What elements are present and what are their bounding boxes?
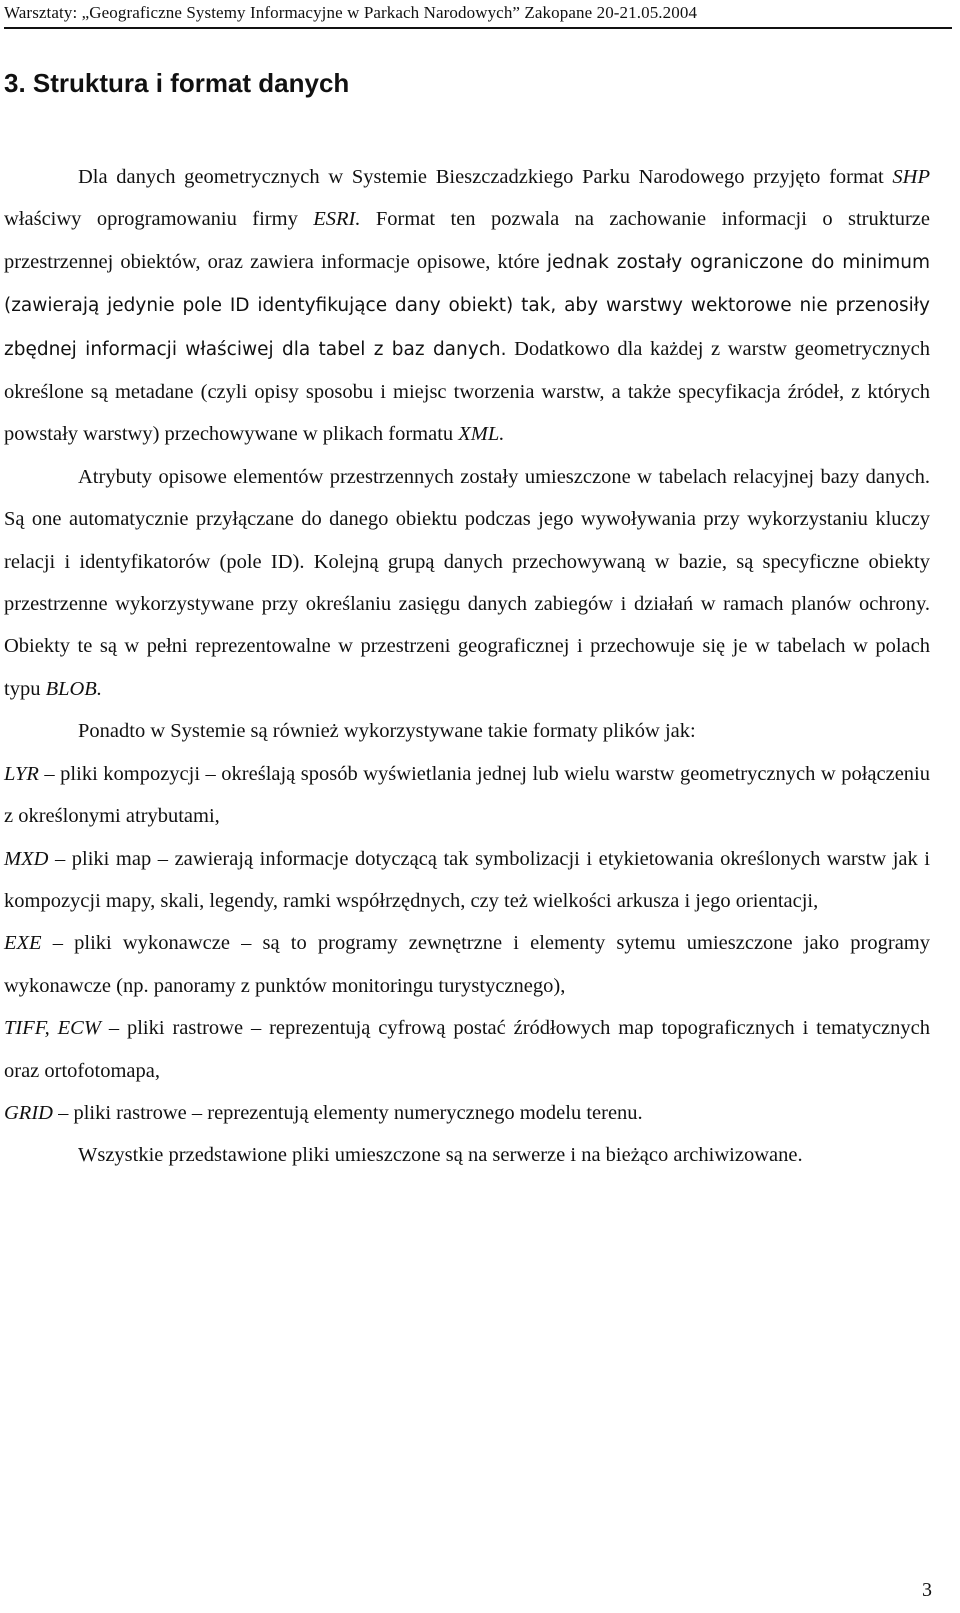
page-number: 3 <box>922 1579 932 1601</box>
format-name: GRID <box>4 1101 53 1124</box>
section-title: 3. Struktura i format danych <box>4 68 350 98</box>
format-item-mxd <box>4 838 930 923</box>
format-name: MXD <box>4 847 49 870</box>
text-run: Atrybuty opisowe elementów przestrzennych zostały umieszczone w tabelach relacyjnej bazy danych. Są one automatycznie przyłączane do danego obiektu podczas jego wywoływania przy wykorzystaniu kluczy relacji i identyfikatorów (pole ID). Kolejną grupą danych przechowywaną w bazie, są specyficzne obiekty przestrzenne wykorzystywane przy określaniu zasięgu danych zabiegów i działań w ramach planów ochrony. Obiekty te są w pełni reprezentowalne w przestrzeni geograficznej i przechowuje się je w tabelach w polach typu <box>4 465 930 700</box>
format-name: LYR <box>4 762 39 785</box>
text-run: Format ten pozwala na zachowanie informacji o strukturze przestrzennej obiektów, oraz zawiera informacje opisowe, które <box>4 208 930 273</box>
text-run: Dla danych geometrycznych w Systemie Bieszczadzkiego Parku Narodowego przyjęto format <box>78 166 893 188</box>
format-item-lyr <box>4 753 930 838</box>
document-body <box>4 156 930 1177</box>
paragraph-archiving: Wszystkie przedstawione pliki umieszczone są na serwerze i na bieżąco archiwizowane. <box>78 1144 803 1167</box>
format-shp: SHP <box>892 166 930 188</box>
running-header: Warsztaty: „Geograficzne Systemy Informacyjne w Parkach Narodowych” Zakopane 20-21.05.2004 <box>4 3 698 22</box>
paragraph-attributes <box>4 456 930 710</box>
format-item-tiff-ecw <box>4 1007 930 1092</box>
format-description: – pliki rastrowe – reprezentują elementy numerycznego modelu terenu. <box>52 1101 643 1124</box>
format-name: TIFF, ECW <box>4 1017 101 1040</box>
text-run: właściwy oprogramowaniu firmy <box>4 208 314 231</box>
paragraph-formats-intro: Ponadto w Systemie są również wykorzystywane takie formaty plików jak: <box>78 720 696 743</box>
paragraph-shp-format <box>4 156 930 456</box>
format-description: – pliki wykonawcze – są to programy zewnętrzne i elementy sytemu umieszczone jako programy wykonawcze (np. panoramy z punktów monitoringu turystycznego), <box>4 932 930 997</box>
format-description: – pliki rastrowe – reprezentują cyfrową postać źródłowych map topograficznych i tematycznych oraz ortofotomapa, <box>4 1017 930 1082</box>
format-description: – pliki map – zawierają informacje dotyczącą tak symbolizacji i etykietowania określonych warstw jak i kompozycji mapy, skali, legendy, ramki współrzędnych, czy też wielkości arkusza i jego orientacji, <box>4 847 930 912</box>
format-name: EXE <box>4 932 42 955</box>
format-description: – pliki kompozycji – określają sposób wyświetlania jednej lub wielu warstw geometrycznych w połączeniu z określonymi atrybutami, <box>4 762 930 828</box>
header-divider <box>4 27 952 29</box>
format-blob: BLOB. <box>45 677 102 700</box>
format-xml: XML. <box>458 423 505 446</box>
format-item-grid <box>4 1092 930 1134</box>
text-run-sans: jednak zostały ograniczone do minimum (zawierają jedynie pole ID identyfikujące dany obiekt) tak, aby warstwy wektorowe nie przenosiły zbędnej informacji właściwej dla tabel z baz danych. <box>4 251 930 360</box>
format-esri: ESRI. <box>313 208 361 231</box>
format-item-exe <box>4 922 930 1007</box>
text-run: Dodatkowo dla każdej z warstw geometrycznych określone są metadane (czyli opisy sposobu i miejsc tworzenia warstw, a także specyfikacja źródeł, z których powstały warstwy) przechowywane w plikach formatu <box>4 337 930 446</box>
